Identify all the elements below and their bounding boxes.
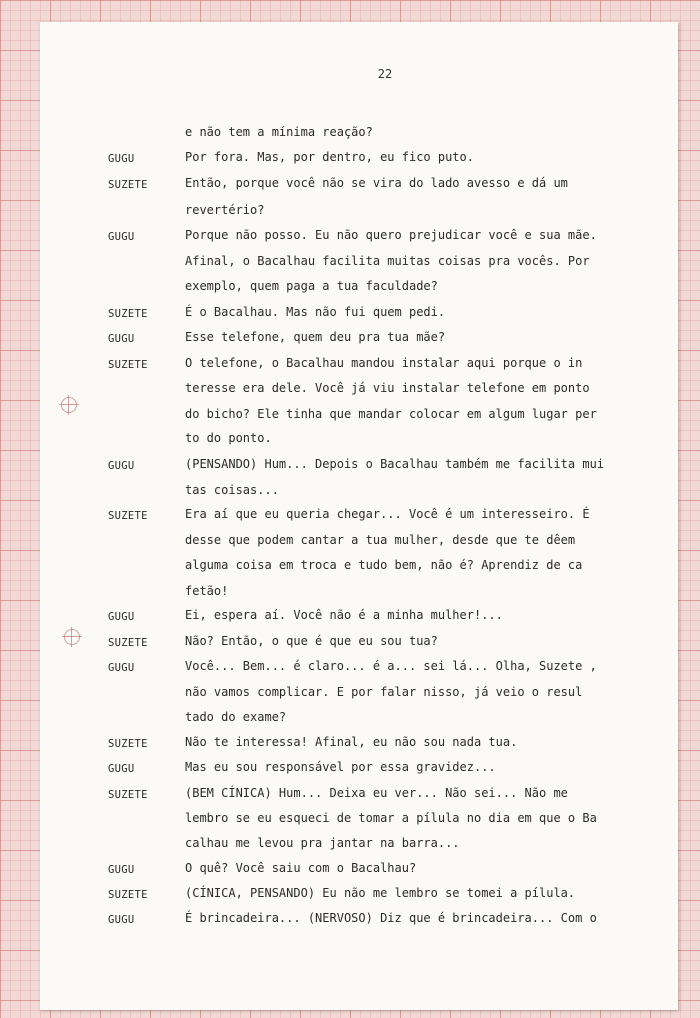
dialogue-line	[40, 885, 678, 905]
dialogue-line	[40, 124, 678, 144]
dialogue-line	[40, 734, 678, 754]
dialogue-text: fetão!	[185, 584, 229, 598]
dialogue-line	[40, 430, 678, 450]
speaker-name: GUGU	[108, 333, 135, 345]
speaker-name: SUZETE	[108, 308, 148, 320]
dialogue-line	[40, 380, 678, 400]
dialogue-line	[40, 583, 678, 603]
speaker-name: SUZETE	[108, 789, 148, 801]
dialogue-line	[40, 684, 678, 704]
speaker-name: SUZETE	[108, 179, 148, 191]
dialogue-text: Era aí que eu queria chegar... Você é um interesseiro. É	[185, 507, 590, 521]
dialogue-text: Ei, espera aí. Você não é a minha mulher!...	[185, 608, 503, 622]
dialogue-text: Porque não posso. Eu não quero prejudicar você e sua mãe.	[185, 228, 597, 242]
dialogue-line	[40, 633, 678, 653]
speaker-name: GUGU	[108, 611, 135, 623]
speaker-name: GUGU	[108, 763, 135, 775]
dialogue-text: Então, porque você não se vira do lado avesso e dá um	[185, 176, 568, 190]
speaker-name: GUGU	[108, 864, 135, 876]
dialogue-line	[40, 557, 678, 577]
dialogue-text: não vamos complicar. E por falar nisso, já veio o resul	[185, 685, 583, 699]
dialogue-line	[40, 785, 678, 805]
dialogue-text: O quê? Você saiu com o Bacalhau?	[185, 861, 417, 875]
speaker-name: SUZETE	[108, 738, 148, 750]
dialogue-line	[40, 658, 678, 678]
dialogue-text: exemplo, quem paga a tua faculdade?	[185, 279, 438, 293]
dialogue-line	[40, 607, 678, 627]
registration-mark	[64, 629, 80, 645]
page-number: 22	[377, 67, 393, 81]
dialogue-line	[40, 175, 678, 195]
dialogue-line	[40, 456, 678, 476]
dialogue-text: calhau me levou pra jantar na barra...	[185, 836, 460, 850]
dialogue-text: Mas eu sou responsável por essa gravidez...	[185, 760, 496, 774]
speaker-name: SUZETE	[108, 637, 148, 649]
speaker-name: SUZETE	[108, 510, 148, 522]
dialogue-text: tas coisas...	[185, 483, 279, 497]
dialogue-text: lembro se eu esqueci de tomar a pílula no dia em que o Ba	[185, 811, 597, 825]
dialogue-text: e não tem a mínima reação?	[185, 125, 373, 139]
speaker-name: GUGU	[108, 914, 135, 926]
dialogue-line	[40, 910, 678, 930]
dialogue-line	[40, 278, 678, 298]
dialogue-line	[40, 759, 678, 779]
speaker-name: GUGU	[108, 231, 135, 243]
speaker-name: GUGU	[108, 460, 135, 472]
dialogue-line	[40, 835, 678, 855]
dialogue-text: Esse telefone, quem deu pra tua mãe?	[185, 330, 446, 344]
dialogue-text: É o Bacalhau. Mas não fui quem pedi.	[185, 305, 446, 319]
dialogue-line	[40, 149, 678, 169]
dialogue-text: desse que podem cantar a tua mulher, desde que te dêem	[185, 533, 576, 547]
dialogue-line	[40, 406, 678, 426]
dialogue-text: Não te interessa! Afinal, eu não sou nada tua.	[185, 735, 518, 749]
dialogue-text: alguma coisa em troca e tudo bem, não é? Aprendiz de ca	[185, 558, 583, 572]
dialogue-text: teresse era dele. Você já viu instalar telefone em ponto	[185, 381, 590, 395]
dialogue-text: Afinal, o Bacalhau facilita muitas coisas pra vocês. Por	[185, 254, 590, 268]
dialogue-text: revertério?	[185, 203, 265, 217]
dialogue-text: Não? Então, o que é que eu sou tua?	[185, 634, 438, 648]
dialogue-text: Você... Bem... é claro... é a... sei lá... Olha, Suzete ,	[185, 659, 597, 673]
speaker-name: GUGU	[108, 662, 135, 674]
dialogue-line	[40, 709, 678, 729]
dialogue-text: Por fora. Mas, por dentro, eu fico puto.	[185, 150, 474, 164]
script-page	[40, 22, 678, 1010]
registration-mark	[61, 397, 77, 413]
speaker-name: SUZETE	[108, 889, 148, 901]
dialogue-text: É brincadeira... (NERVOSO) Diz que é brincadeira... Com o	[185, 911, 597, 925]
dialogue-line	[40, 329, 678, 349]
speaker-name: GUGU	[108, 153, 135, 165]
dialogue-line	[40, 810, 678, 830]
dialogue-line	[40, 860, 678, 880]
dialogue-line	[40, 532, 678, 552]
speaker-name: SUZETE	[108, 359, 148, 371]
dialogue-line	[40, 304, 678, 324]
dialogue-line	[40, 202, 678, 222]
dialogue-text: (CÍNICA, PENSANDO) Eu não me lembro se tomei a pílula.	[185, 886, 576, 900]
dialogue-text: (PENSANDO) Hum... Depois o Bacalhau também me facilita mui	[185, 457, 605, 471]
dialogue-text: O telefone, o Bacalhau mandou instalar aqui porque o in	[185, 356, 583, 370]
dialogue-text: tado do exame?	[185, 710, 287, 724]
dialogue-line	[40, 227, 678, 247]
dialogue-text: (BEM CÍNICA) Hum... Deixa eu ver... Não sei... Não me	[185, 786, 568, 800]
dialogue-text: to do ponto.	[185, 431, 272, 445]
dialogue-line	[40, 506, 678, 526]
dialogue-line	[40, 482, 678, 502]
dialogue-line	[40, 253, 678, 273]
dialogue-line	[40, 355, 678, 375]
dialogue-text: do bicho? Ele tinha que mandar colocar em algum lugar per	[185, 407, 597, 421]
